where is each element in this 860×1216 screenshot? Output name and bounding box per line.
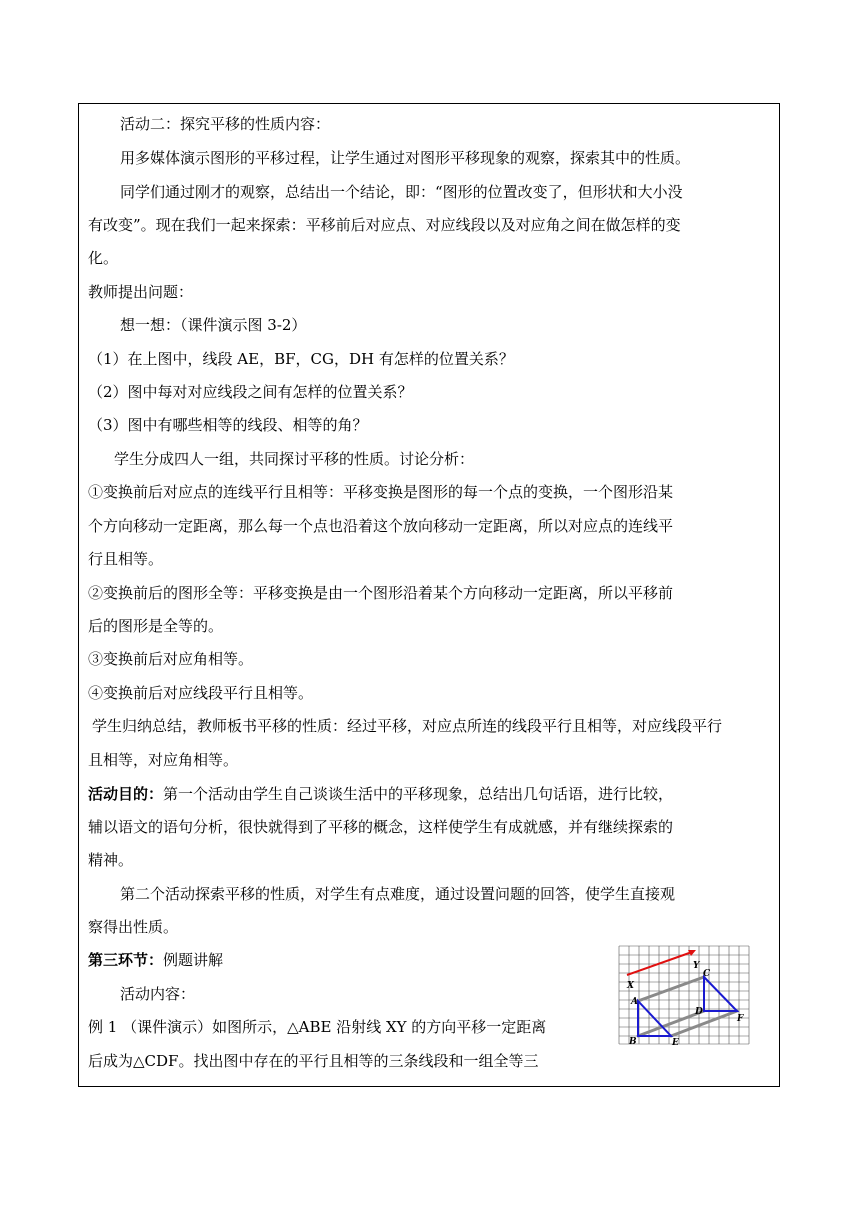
- label-e: E: [672, 1038, 679, 1048]
- summary-line: 学生归纳总结，教师板书平移的性质：经过平移，对应点所连的线段平行且相等，对应线段平行: [92, 717, 723, 735]
- label-c: C: [703, 969, 711, 979]
- direction-arrow: [627, 950, 696, 975]
- question-line: （3）图中有哪些相等的线段、相等的角？: [88, 416, 368, 434]
- purpose-line: [88, 784, 673, 804]
- paragraph-line: 教师提出问题：: [88, 283, 194, 301]
- section-title: 例题讲解: [163, 951, 224, 969]
- purpose-line: 第二个活动探索平移的性质，对学生有点难度，通过设置问题的回答，使学生直接观: [120, 885, 676, 903]
- purpose-line: 察得出性质。: [88, 918, 179, 936]
- example-line: 后成为△CDF。找出图中存在的平行且相等的三条线段和一组全等三: [88, 1052, 539, 1070]
- label-b: B: [629, 1037, 637, 1047]
- paragraph-line: 同学们通过刚才的观察，总结出一个结论，即：“图形的位置改变了，但形状和大小没: [120, 183, 683, 201]
- paragraph-line: 有改变”。现在我们一起来探索：平移前后对应点、对应线段以及对应角之间在做怎样的变: [88, 216, 681, 234]
- property-line: ①变换前后对应点的连线平行且相等：平移变换是图形的每一个点的变换，一个图形沿某: [88, 483, 674, 501]
- lesson-table-cell: [78, 103, 780, 1087]
- purpose-line: 精神。: [88, 851, 134, 869]
- label-x: X: [627, 981, 634, 991]
- property-line: 个方向移动一定距离，那么每一个点也沿着这个放向移动一定距离，所以对应点的连线平: [88, 517, 674, 535]
- paragraph-line: 化。: [88, 249, 119, 267]
- property-line: ③变换前后对应角相等。: [88, 650, 254, 668]
- section-three-heading: [88, 950, 223, 970]
- property-line: 行且相等。: [88, 550, 164, 568]
- paragraph-line: 想一想：（课件演示图 3-2）: [120, 316, 307, 334]
- paragraph-line: 用多媒体演示图形的平移过程，让学生通过对图形平移现象的观察，探索其中的性质。: [120, 149, 691, 167]
- activity-two-heading: 活动二：探究平移的性质内容：: [120, 115, 331, 133]
- label-y: Y: [693, 961, 700, 971]
- purpose-label: 活动目的：: [88, 785, 164, 803]
- section-label: 第三环节：: [88, 951, 164, 969]
- activity-content-label: 活动内容：: [120, 985, 196, 1003]
- purpose-text: 第一个活动由学生自己谈谈生活中的平移现象，总结出几句话语，进行比较，: [163, 785, 674, 803]
- property-line: 后的图形是全等的。: [88, 617, 224, 635]
- translation-figure: [615, 944, 751, 1052]
- label-f: F: [737, 1014, 744, 1024]
- summary-line: 且相等，对应角相等。: [88, 751, 239, 769]
- purpose-line: 辅以语文的语句分析，很快就得到了平移的概念，这样使学生有成就感，并有继续探索的: [88, 818, 674, 836]
- question-line: （1）在上图中，线段 AE，BF，CG，DH 有怎样的位置关系？: [88, 350, 514, 368]
- label-d: D: [695, 1007, 703, 1017]
- property-line: ②变换前后的图形全等：平移变换是由一个图形沿着某个方向移动一定距离，所以平移前: [88, 584, 674, 602]
- example-line: 例 1 （课件演示）如图所示，△ABE 沿射线 XY 的方向平移一定距离: [88, 1018, 547, 1036]
- question-line: （2）图中每对对应线段之间有怎样的位置关系？: [88, 383, 413, 401]
- label-a: A: [631, 997, 638, 1007]
- paragraph-line: 学生分成四人一组，共同探讨平移的性质。讨论分析：: [114, 450, 475, 468]
- property-line: ④变换前后对应线段平行且相等。: [88, 684, 314, 702]
